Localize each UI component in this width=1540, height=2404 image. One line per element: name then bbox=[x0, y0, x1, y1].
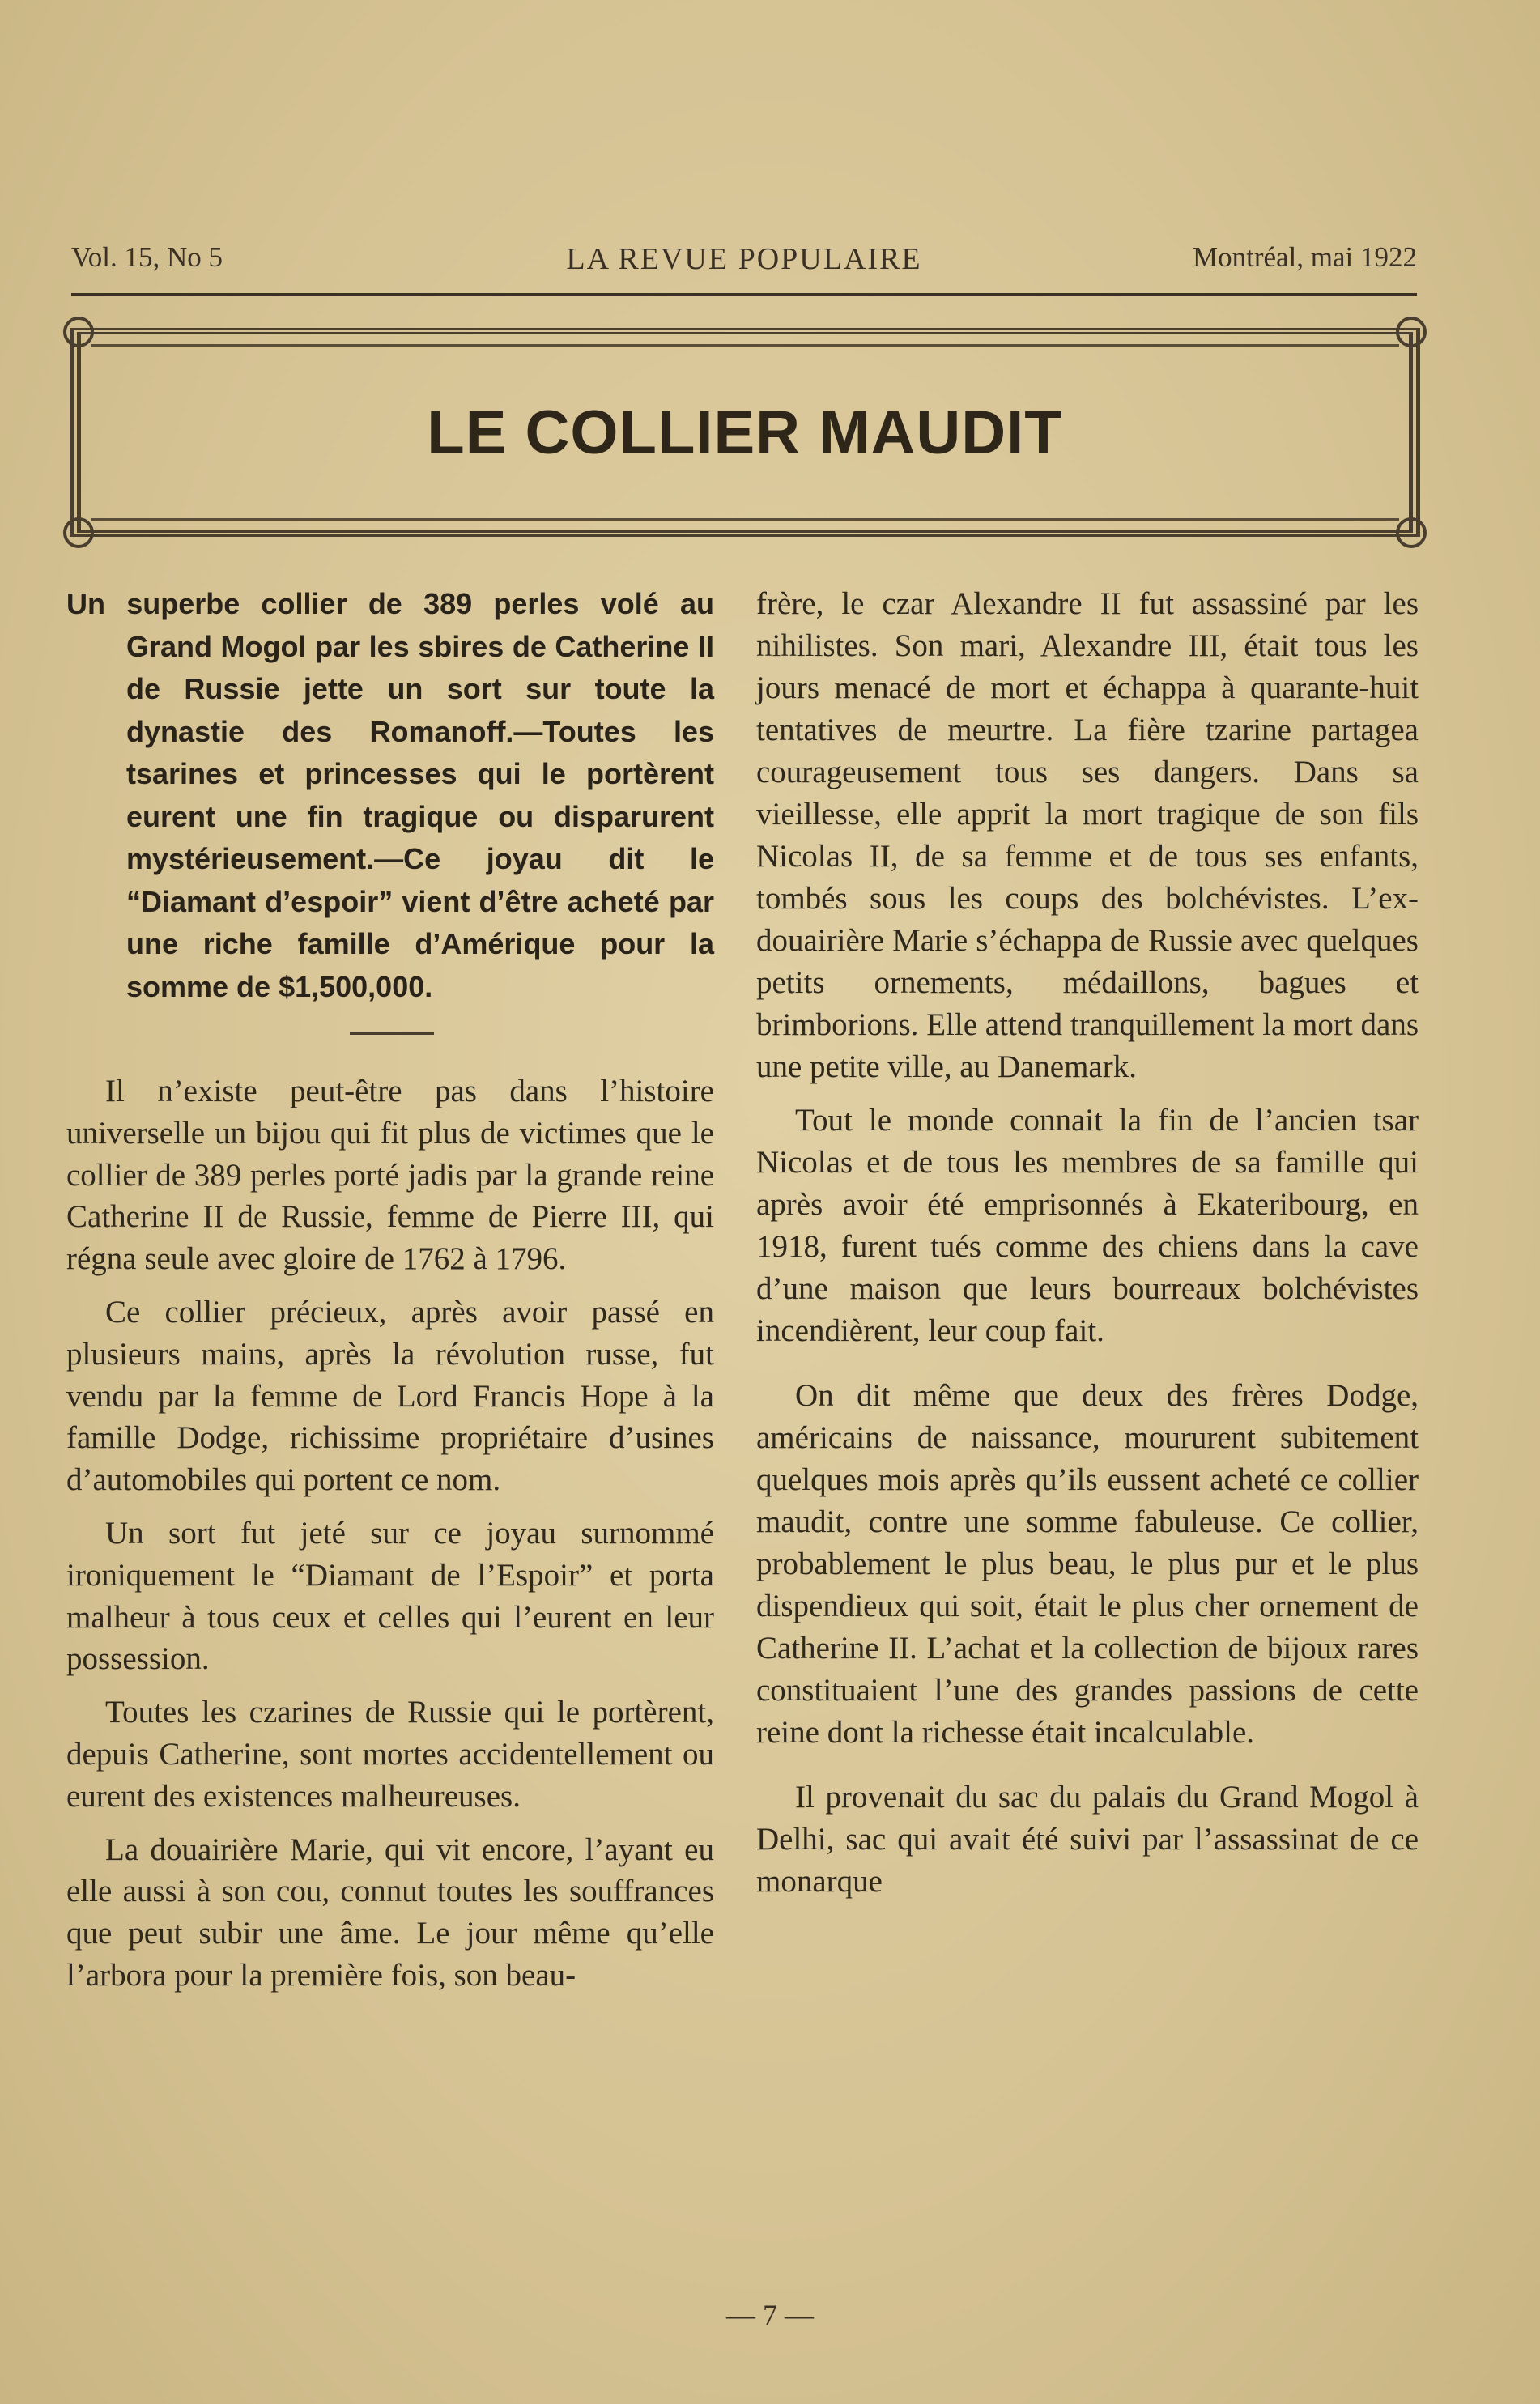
corner-ornament bbox=[1396, 517, 1427, 548]
body-paragraph: Tout le monde connait la fin de l’ancien tsar Nicolas et de tous les membres de sa famille qui après avoir été emprisonnés à Ekateribourg, en 1918, furent tués comme des chiens dans la cave d’une maison que leurs bourreaux bolchévistes incendièrent, leur coup fait. bbox=[756, 1103, 1419, 1348]
body-paragraph: Toutes les czarines de Russie qui le portèrent, depuis Catherine, sont mortes accidentellement ou eurent des existences malheureuses. bbox=[66, 1695, 714, 1814]
separator-rule bbox=[350, 1032, 434, 1035]
header-rule bbox=[71, 293, 1417, 296]
body-paragraph: On dit même que deux des frères Dodge, américains de naissance, moururent subitement quelques mois après qu’ils eussent acheté ce collier maudit, contre une somme fabuleuse. Ce collier, probablement le plus beau, le plus pur et le plus dispendieux qui soit, était le plus cher ornement de Catherine II. L’achat et la collection de bijoux rares constituaient l’une des grandes passions de cette reine dont la richesse était incalculable. bbox=[756, 1378, 1419, 1750]
article-deck: Un superbe collier de 389 perles volé au Grand Mogol par les sbires de Catherine II de Russie jette un sort sur toute la dynastie des Romanoff.—Toutes les tsarines et princesses qui le portèrent eurent une fin tragique ou disparurent mystérieusement.—Ce joyau dit le “Diamant d’espoir” vient d’être acheté par une riche famille d’Amérique pour la somme de $1,500,000. bbox=[66, 587, 714, 1003]
article-title: LE COLLIER MAUDIT bbox=[427, 398, 1063, 467]
body-paragraph: Un sort fut jeté sur ce joyau surnommé ironiquement le “Diamant de l’Espoir” et porta malheur à tous ceux et celles qui l’eurent en leur possession. bbox=[66, 1515, 714, 1677]
magazine-title: LA REVUE POPULAIRE bbox=[566, 242, 922, 276]
body-paragraph: Il provenait du sac du palais du Grand Mogol à Delhi, sac qui avait été suivi par l’assassinat de ce monarque bbox=[756, 1780, 1419, 1899]
right-column bbox=[756, 583, 1419, 1914]
running-header bbox=[71, 241, 1417, 280]
page-number: — 7 — bbox=[726, 2299, 814, 2331]
left-column bbox=[66, 583, 714, 2008]
body-paragraph: Ce collier précieux, après avoir passé en plusieurs mains, après la révolution russe, fut vendu par la femme de Lord Francis Hope à la famille Dodge, richissime propriétaire d’usines d’automobiles qui portent ce nom. bbox=[66, 1294, 714, 1498]
corner-ornament bbox=[1396, 317, 1427, 347]
body-paragraph: Il n’existe peut-être pas dans l’histoire universelle un bijou qui fit plus de victimes que le collier de 389 perles porté jadis par la grande reine Catherine II de Russie, femme de Pierre III, qui régna seule avec gloire de 1762 à 1796. bbox=[66, 1074, 714, 1277]
body-paragraph-continued: frère, le czar Alexandre II fut assassiné par les nihilistes. Son mari, Alexandre III, était tous les jours menacé de mort et échappa à quarante-huit tentatives de meurtre. La fière tzarine partagea courageusement tous ses dangers. Dans sa vieillesse, elle apprit la mort tragique de son fils Nicolas II, de sa femme et de tous ses enfants, tombés sous les coups des bolchévistes. L’ex-douairière Marie s’échappa de Russie avec quelques petits ornements, médaillons, bagues et brimborions. Elle attend tranquillement la mort dans une petite ville, au Danemark. bbox=[756, 586, 1419, 1084]
title-frame bbox=[70, 328, 1420, 537]
volume-number: Vol. 15, No 5 bbox=[71, 241, 223, 273]
corner-ornament bbox=[63, 317, 94, 347]
corner-ornament bbox=[63, 517, 94, 548]
body-paragraph: La douairière Marie, qui vit encore, l’ayant eu elle aussi à son cou, connut toutes les souffrances que peut subir une âme. Le jour même qu’elle l’arbora pour la première fois, son beau- bbox=[66, 1832, 714, 1993]
issue-date: Montréal, mai 1922 bbox=[1192, 241, 1417, 273]
